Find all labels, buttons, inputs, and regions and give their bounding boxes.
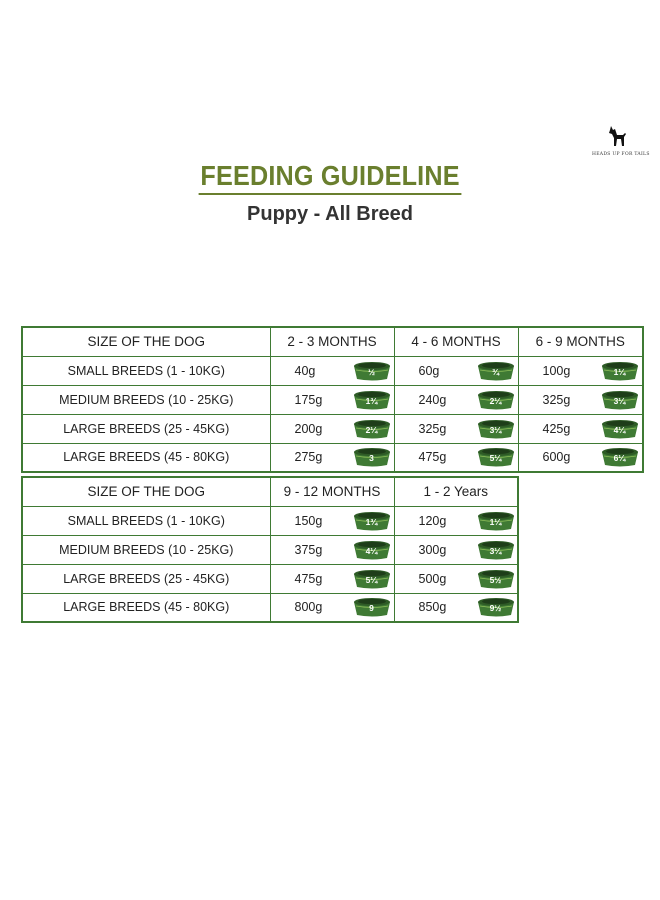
cups-amount: 3¼	[489, 424, 502, 435]
feeding-cell	[394, 506, 518, 535]
dog-size-label: SMALL BREEDS (1 - 10KG)	[22, 506, 270, 535]
header-age: 1 - 2 Years	[394, 477, 518, 506]
bowl-icon	[351, 418, 393, 440]
feeding-cell	[394, 356, 518, 385]
feeding-cell	[270, 564, 394, 593]
feeding-table-early	[21, 326, 644, 473]
feeding-cell	[394, 593, 518, 622]
grams-amount: 375g	[294, 542, 323, 557]
cups-amount: 3¼	[613, 395, 626, 406]
grams-amount: 500g	[418, 571, 447, 586]
dog-silhouette-icon	[605, 124, 627, 150]
feeding-cell	[270, 385, 394, 414]
grams-amount: 425g	[542, 421, 571, 436]
table-header-row	[22, 477, 518, 506]
grams-amount: 475g	[418, 450, 447, 465]
bowl-icon	[351, 360, 393, 382]
header-size: SIZE OF THE DOG	[22, 327, 270, 356]
cups-amount: 6¼	[613, 453, 626, 464]
bowl-icon	[599, 389, 641, 411]
dog-size-label: LARGE BREEDS (45 - 80KG)	[22, 593, 270, 622]
page-title	[0, 160, 660, 195]
cups-amount: 5¼	[489, 453, 502, 464]
cups-amount: ¾	[491, 366, 500, 377]
page-subtitle: Puppy - All Breed	[247, 203, 413, 225]
bowl-icon	[351, 568, 393, 590]
cups-amount: 4¼	[365, 545, 378, 556]
cups-amount: 5¼	[365, 574, 378, 585]
bowl-icon	[351, 510, 393, 532]
cups-amount: 1¾	[365, 516, 378, 527]
grams-amount: 275g	[294, 450, 323, 465]
bowl-icon	[475, 389, 517, 411]
table-row	[22, 593, 518, 622]
grams-amount: 40g	[294, 363, 316, 378]
table-row	[22, 535, 518, 564]
table-row	[22, 564, 518, 593]
feeding-cell	[394, 385, 518, 414]
bowl-icon	[475, 539, 517, 561]
cups-amount: 5½	[489, 574, 502, 585]
table-row	[22, 506, 518, 535]
feeding-cell	[394, 564, 518, 593]
bowl-icon	[475, 596, 517, 618]
feeding-cell	[394, 414, 518, 443]
grams-amount: 475g	[294, 571, 323, 586]
bowl-icon	[475, 510, 517, 532]
cups-amount: ½	[367, 366, 376, 377]
feeding-cell	[394, 535, 518, 564]
feeding-cell	[270, 414, 394, 443]
header-age: 9 - 12 MONTHS	[270, 477, 394, 506]
cups-amount: 2¼	[365, 424, 378, 435]
feeding-cell	[270, 506, 394, 535]
feeding-cell	[270, 593, 394, 622]
cups-amount: 2¼	[489, 395, 502, 406]
bowl-icon	[351, 446, 393, 468]
grams-amount: 325g	[418, 421, 447, 436]
table-header-row	[22, 327, 643, 356]
dog-size-label: MEDIUM BREEDS (10 - 25KG)	[22, 385, 270, 414]
brand-logo	[592, 124, 650, 157]
bowl-icon	[599, 418, 641, 440]
grams-amount: 150g	[294, 513, 323, 528]
grams-amount: 200g	[294, 421, 323, 436]
table-row	[22, 356, 643, 385]
feeding-cell	[518, 385, 643, 414]
bowl-icon	[351, 596, 393, 618]
table-row	[22, 443, 643, 472]
bowl-icon	[351, 389, 393, 411]
grams-amount: 850g	[418, 600, 447, 615]
bowl-icon	[475, 568, 517, 590]
brand-name: HEADS UP FOR TAILS	[592, 152, 650, 157]
dog-size-label: LARGE BREEDS (45 - 80KG)	[22, 443, 270, 472]
cups-amount: 9½	[489, 603, 502, 614]
feeding-cell	[270, 356, 394, 385]
grams-amount: 300g	[418, 542, 447, 557]
feeding-cell	[270, 443, 394, 472]
grams-amount: 600g	[542, 450, 571, 465]
bowl-icon	[351, 539, 393, 561]
dog-size-label: LARGE BREEDS (25 - 45KG)	[22, 564, 270, 593]
grams-amount: 60g	[418, 363, 440, 378]
bowl-icon	[475, 418, 517, 440]
dog-size-label: MEDIUM BREEDS (10 - 25KG)	[22, 535, 270, 564]
grams-amount: 325g	[542, 392, 571, 407]
feeding-cell	[518, 414, 643, 443]
bowl-icon	[475, 360, 517, 382]
cups-amount: 4¼	[613, 424, 626, 435]
table-row	[22, 414, 643, 443]
header-age: 4 - 6 MONTHS	[394, 327, 518, 356]
bowl-icon	[599, 446, 641, 468]
table-row	[22, 385, 643, 414]
grams-amount: 120g	[418, 513, 447, 528]
cups-amount: 3	[369, 453, 374, 464]
header-size: SIZE OF THE DOG	[22, 477, 270, 506]
dog-size-label: LARGE BREEDS (25 - 45KG)	[22, 414, 270, 443]
bowl-icon	[599, 360, 641, 382]
header-age: 2 - 3 MONTHS	[270, 327, 394, 356]
page-title-text: FEEDING GUIDELINE	[199, 160, 462, 195]
feeding-table-late	[21, 476, 519, 623]
feeding-cell	[518, 356, 643, 385]
feeding-cell	[518, 443, 643, 472]
feeding-cell	[394, 443, 518, 472]
grams-amount: 175g	[294, 392, 323, 407]
grams-amount: 800g	[294, 600, 323, 615]
bowl-icon	[475, 446, 517, 468]
cups-amount: 3¼	[489, 545, 502, 556]
cups-amount: 1¼	[489, 516, 502, 527]
header-age: 6 - 9 MONTHS	[518, 327, 643, 356]
dog-size-label: SMALL BREEDS (1 - 10KG)	[22, 356, 270, 385]
grams-amount: 240g	[418, 392, 447, 407]
feeding-cell	[270, 535, 394, 564]
cups-amount: 1¼	[613, 366, 626, 377]
cups-amount: 9	[369, 603, 374, 614]
grams-amount: 100g	[542, 363, 571, 378]
cups-amount: 1¾	[365, 395, 378, 406]
